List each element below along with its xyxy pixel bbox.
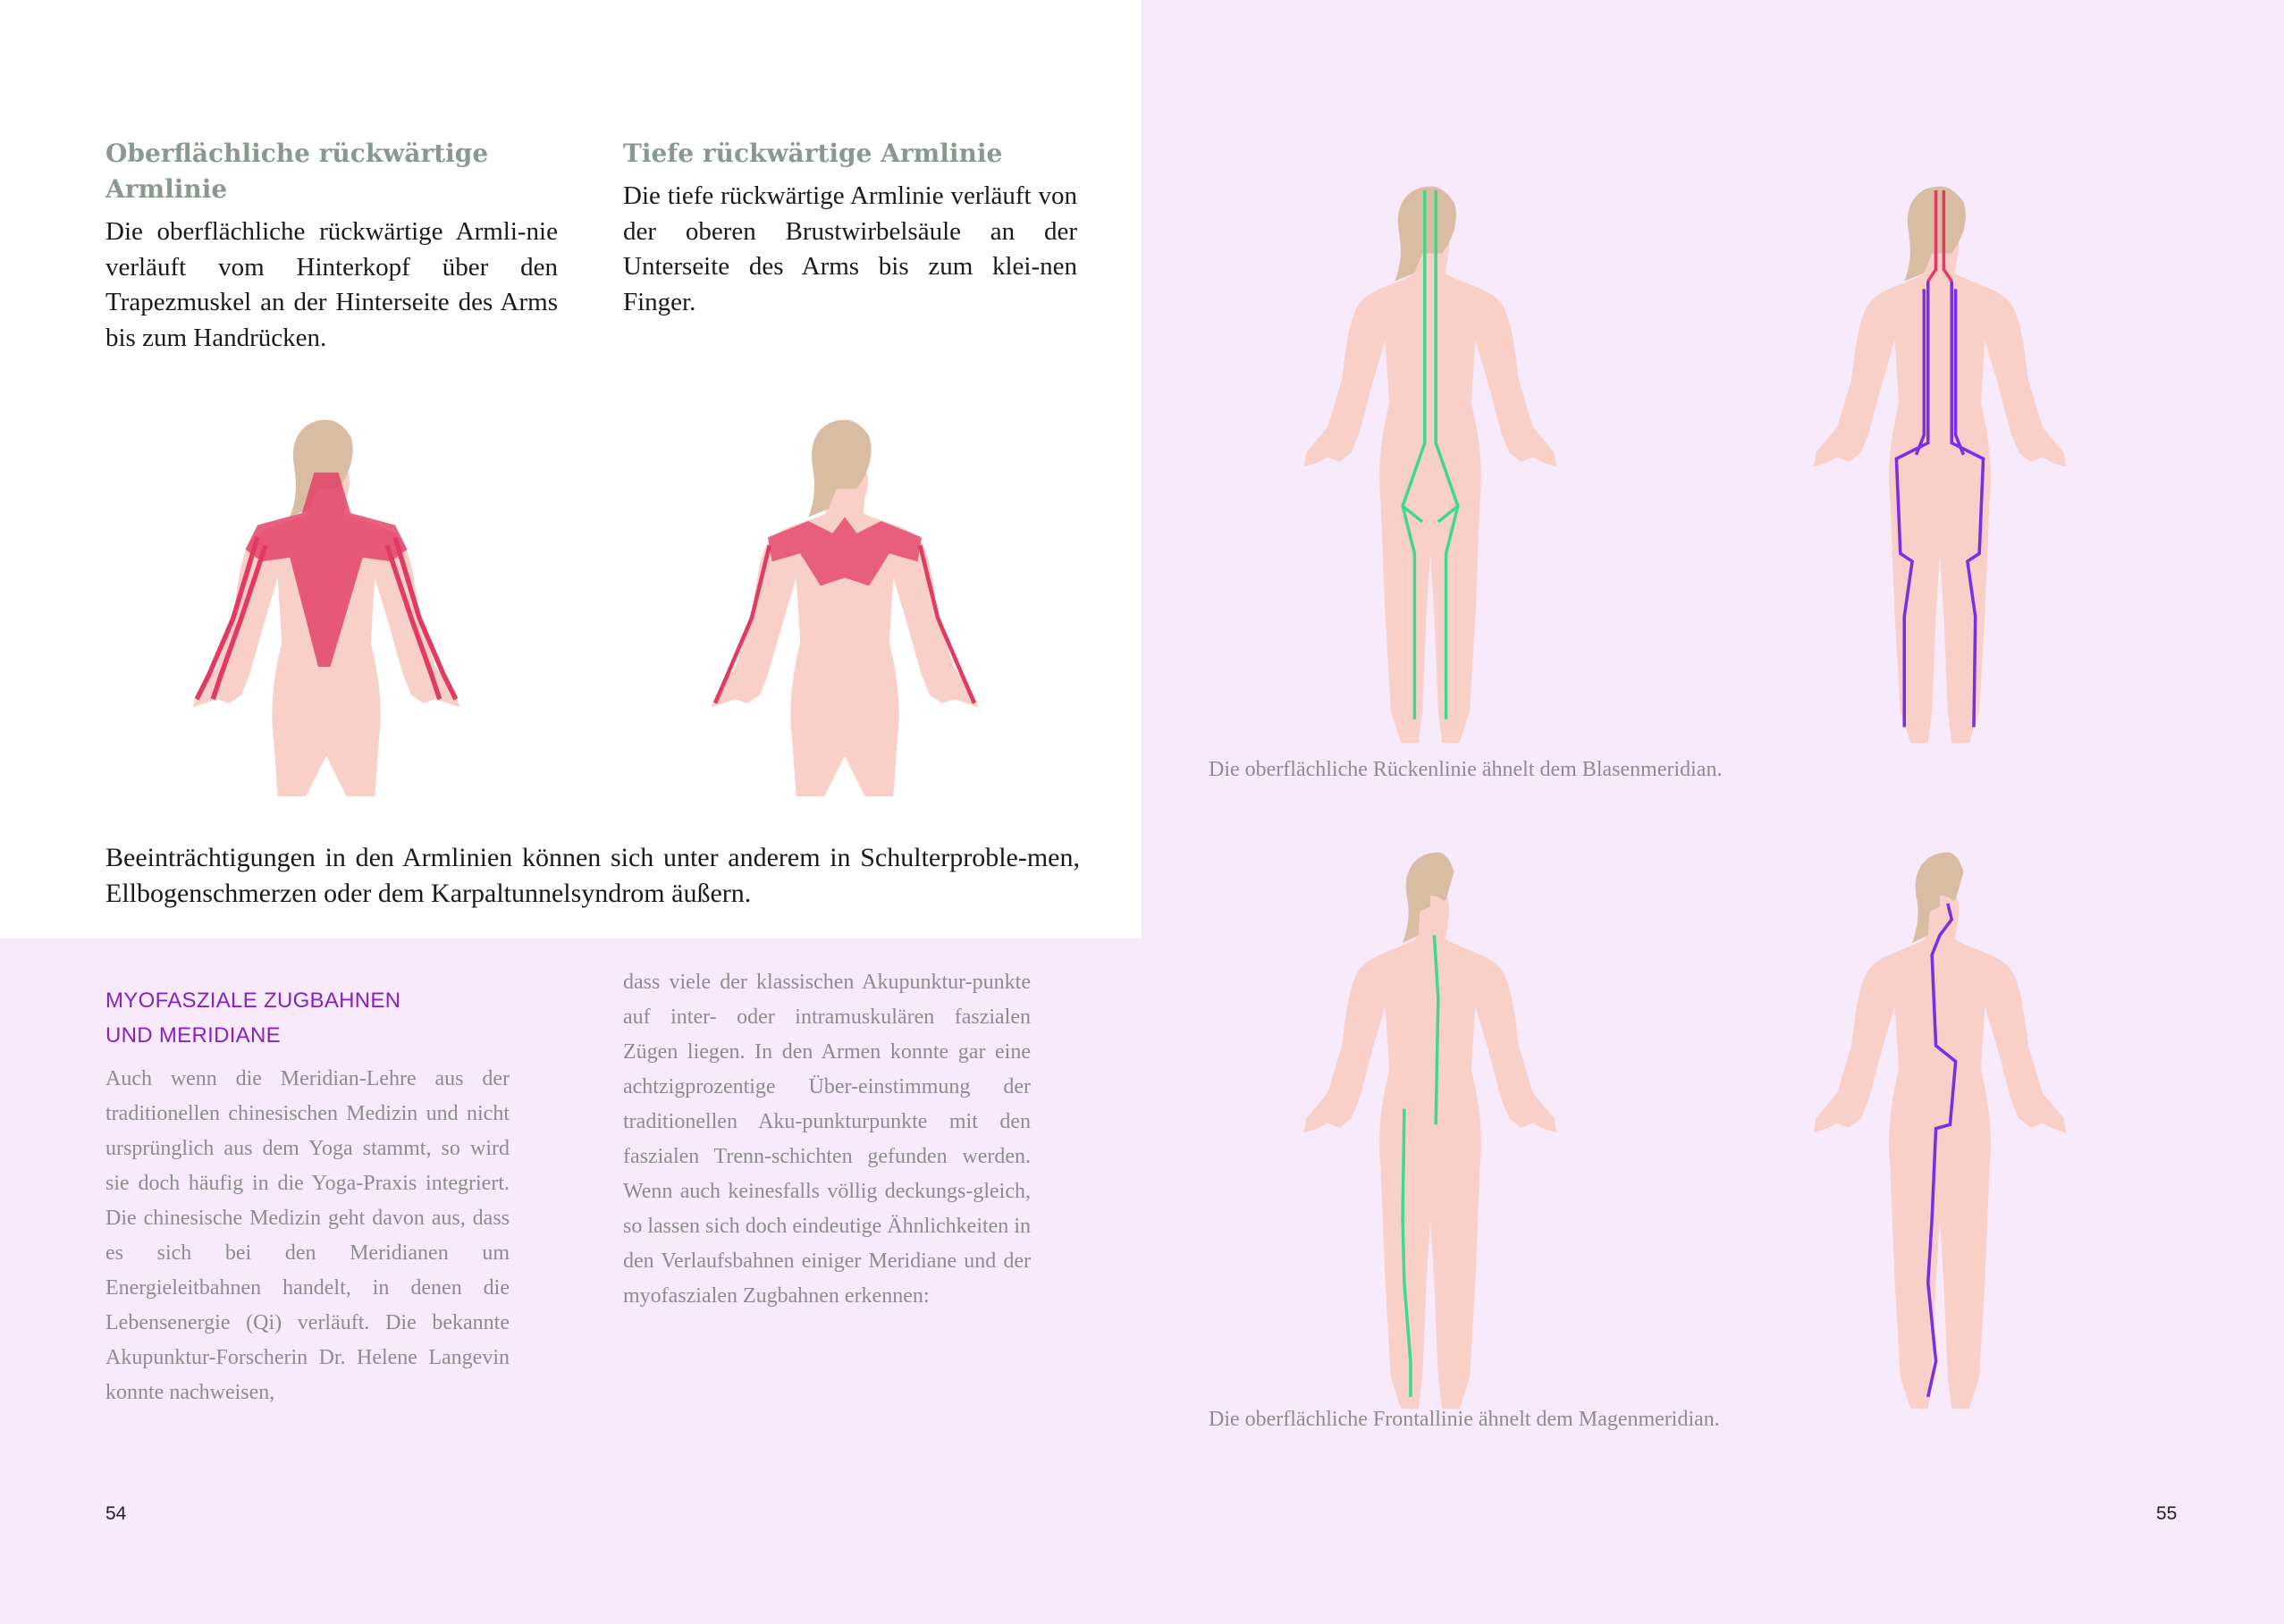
text-superficial-back-arm-line: Die oberflächliche rückwärtige Armli-nie verläuft vom Hinterkopf über den Trapezmuskel an der Hinterseite des Arms bis zum Handrücken. <box>105 217 558 352</box>
caption-bottom: Die oberflächliche Frontallinie ähnelt dem Magenmeridian. <box>1209 1408 1720 1431</box>
figure-superficial-back-arm-line <box>139 375 514 804</box>
page-number-right: 55 <box>2156 1503 2178 1524</box>
text-deep-back-arm-line: Die tiefe rückwärtige Armlinie verläuft von der oberen Brustwirbelsäule an der Unterseite des Arms bis zum klei-nen Finger. <box>623 181 1077 316</box>
heading-superficial-back-arm-line: Oberflächliche rückwärtige Armlinie <box>105 139 489 204</box>
section-title-myofascial <box>105 983 463 1053</box>
heading-deep-back-arm-line: Tiefe rückwärtige Armlinie <box>623 139 1003 168</box>
page-number-left: 54 <box>105 1503 127 1524</box>
figure-stomach-meridian <box>1788 809 2092 1417</box>
section-text-col1: Auch wenn die Meridian-Lehre aus der traditionellen chinesischen Medizin und nicht ursprünglich aus dem Yoga stammt, so wird sie doch häufig in die Yoga-Praxis integriert. Die chinesische Medizin geht davon aus, dass es sich bei den Meridianen um Energieleitbahnen handelt, in denen die Lebensenergie (Qi) verläuft. Die bekannte Akupunktur-Forscherin Dr. Helene Langevin konnte nachweisen, <box>105 1067 510 1404</box>
figure-bladder-meridian <box>1788 143 2092 751</box>
section-title-line1: MYOFASZIALE ZUGBAHNEN <box>105 989 401 1013</box>
figure-superficial-back-line <box>1278 143 1582 751</box>
summary-paragraph: Beeinträchtigungen in den Armlinien können sich unter anderem in Schulterproble-men, Ellbogenschmerzen oder dem Karpaltunnelsyndrom äußern. <box>105 843 1080 908</box>
figure-deep-back-arm-line <box>657 375 1032 804</box>
caption-top: Die oberflächliche Rückenlinie ähnelt dem Blasenmeridian. <box>1209 758 1723 781</box>
figure-superficial-front-line <box>1278 809 1582 1417</box>
section-text-col2: dass viele der klassischen Akupunktur-punkte auf inter- oder intramuskulären faszialen Zügen liegen. In den Armen konnte gar eine achtzigprozentige Über-einstimmung der traditionellen Aku-punkturpunkte mit den faszialen Trenn-schichten gefunden werden. Wenn auch keinesfalls völlig deckungs-gleich, so lassen sich doch eindeutige Ähnlichkeiten in den Verlaufsbahnen einiger Meridiane und der myofaszialen Zugbahnen erkennen: <box>623 971 1031 1308</box>
section-title-line2: UND MERIDIANE <box>105 1023 281 1048</box>
